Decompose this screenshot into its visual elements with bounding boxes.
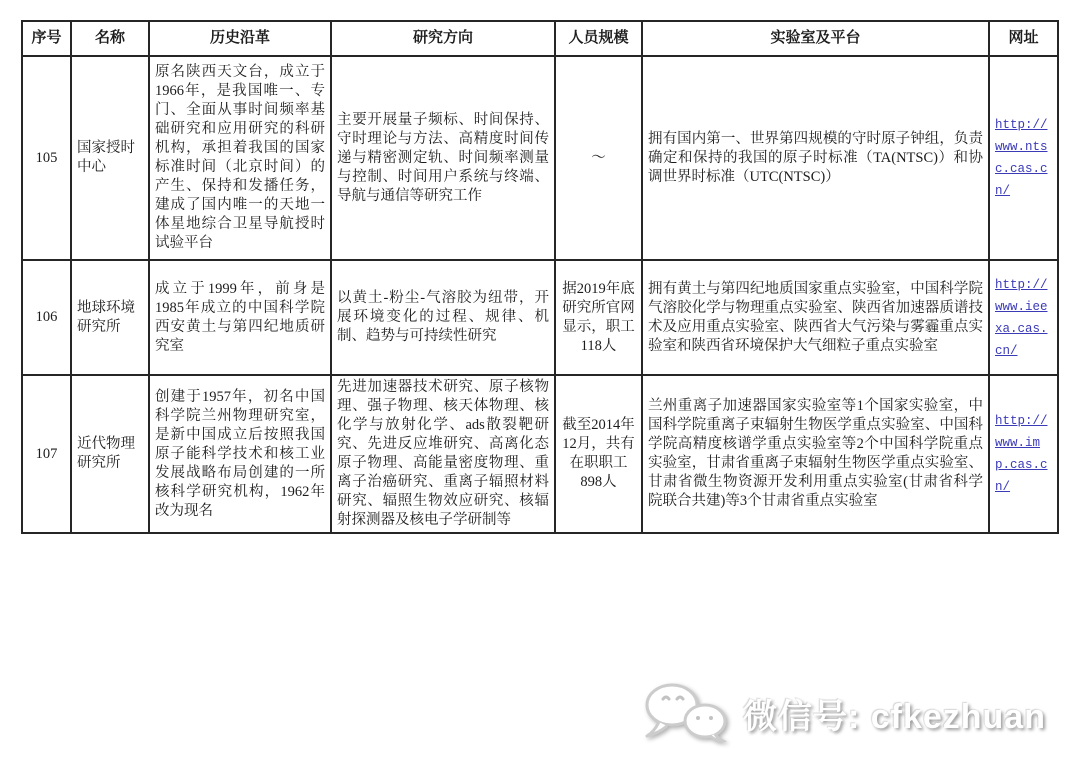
cell-url	[989, 56, 1058, 260]
wechat-icon	[639, 680, 731, 747]
cell-staff: ～	[555, 56, 642, 260]
cell-name: 地球环境研究所	[71, 260, 149, 375]
col-header-id: 序号	[22, 21, 71, 56]
table-row	[22, 260, 1058, 375]
cell-name: 近代物理研究所	[71, 375, 149, 533]
col-header-research: 研究方向	[331, 21, 555, 56]
website-link[interactable]: http://www.ntsc.cas.cn/	[995, 118, 1048, 198]
wechat-id-label: 微信号: cfkezhuan	[742, 698, 1046, 736]
cell-labs: 拥有国内第一、世界第四规模的守时原子钟组，负责确定和保持的我国的原子时标准（TA(NTSC)）和协调世界时标准（UTC(NTSC)）	[642, 56, 989, 260]
col-header-history: 历史沿革	[149, 21, 331, 56]
cell-url	[989, 375, 1058, 533]
website-link[interactable]: http://www.imp.cas.cn/	[995, 414, 1048, 494]
table-row	[22, 375, 1058, 533]
institutes-table	[21, 20, 1059, 534]
cell-id: 106	[22, 260, 71, 375]
cell-staff: 截至2014年12月，共有在职职工898人	[555, 375, 642, 533]
wechat-watermark	[639, 680, 1046, 747]
col-header-url: 网址	[989, 21, 1058, 56]
website-link[interactable]: http://www.ieexa.cas.cn/	[995, 277, 1048, 358]
cell-history: 成立于1999年，前身是1985年成立的中国科学院西安黄土与第四纪地质研究室	[149, 260, 331, 375]
cell-research: 先进加速器技术研究、原子核物理、强子物理、核天体物理、核化学与放射化学、ads散裂靶研究、先进反应堆研究、高离化态原子物理、高能量密度物理、重离子治癌研究、重离子辐照材料研究、辐照生物效应研究、核辐射探测器及核电子学研制等	[331, 375, 555, 533]
cell-url	[989, 260, 1058, 375]
table-header-row	[22, 21, 1058, 56]
cell-history: 原名陕西天文台，成立于1966年，是我国唯一、专门、全面从事时间频率基础研究和应用研究的科研机构，承担着我国的国家标准时间（北京时间）的产生、保持和发播任务，建成了国内唯一的天地一体星地综合卫星导航授时试验平台	[149, 56, 331, 260]
cell-staff: 据2019年底研究所官网显示，职工118人	[555, 260, 642, 375]
col-header-staff: 人员规模	[555, 21, 642, 56]
cell-name: 国家授时中心	[71, 56, 149, 260]
col-header-labs: 实验室及平台	[642, 21, 989, 56]
col-header-name: 名称	[71, 21, 149, 56]
cell-research: 主要开展量子频标、时间保持、守时理论与方法、高精度时间传递与精密测定轨、时间频率测量与控制、时间用户系统与终端、导航与通信等研究工作	[331, 56, 555, 260]
cell-history: 创建于1957年，初名中国科学院兰州物理研究室，是新中国成立后按照我国原子能科学技术和核工业发展战略布局创建的一所核科学研究机构，1962年改为现名	[149, 375, 331, 533]
table-row	[22, 56, 1058, 260]
cell-labs: 兰州重离子加速器国家实验室等1个国家实验室，中国科学院重离子束辐射生物医学重点实验室、中国科学院高精度核谱学重点实验室等2个中国科学院重点实验室，甘肃省重离子束辐射生物医学重点实验室、甘肃省微生物资源开发利用重点实验室(甘肃省科学院联合共建)等3个甘肃省重点实验室	[642, 375, 989, 533]
cell-id: 107	[22, 375, 71, 533]
cell-labs: 拥有黄土与第四纪地质国家重点实验室，中国科学院气溶胶化学与物理重点实验室、陕西省加速器质谱技术及应用重点实验室、陕西省大气污染与雾霾重点实验室和陕西省环境保护大气细粒子重点实验室	[642, 260, 989, 375]
cell-id: 105	[22, 56, 71, 260]
cell-research: 以黄土-粉尘-气溶胶为纽带，开展环境变化的过程、规律、机制、趋势与可持续性研究	[331, 260, 555, 375]
